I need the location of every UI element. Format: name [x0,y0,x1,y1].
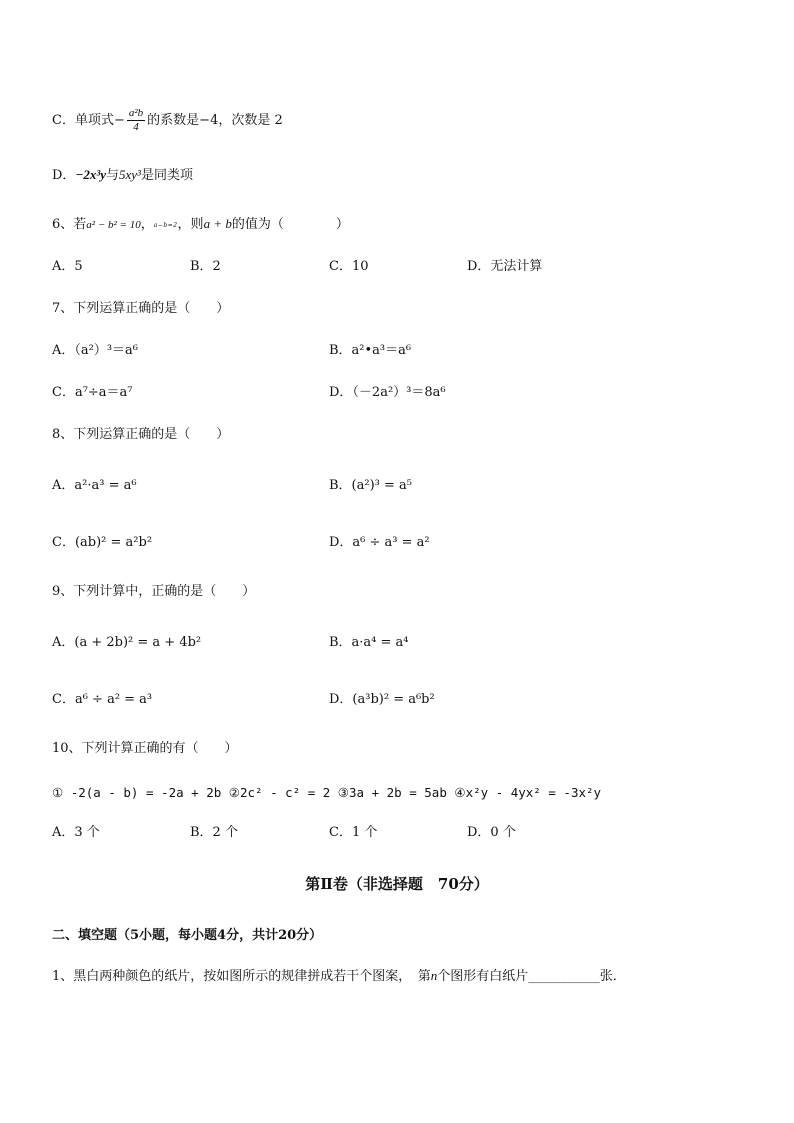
q10-option-b: B．2 个 [190,825,238,840]
q10-option-a: A．3 个 [52,825,100,840]
q6-option-c: C．10 [329,259,369,274]
q9-option-a: A．(a + 2b)² = a + 4b² [52,635,202,650]
q10-items: ① -2(a - b) = -2a + 2b ②2c² - c² = 2 ③3a + 2b = 5ab ④x²y - 4yx² = -3x²y [52,785,602,800]
q10-option-c: C．1 个 [329,825,378,840]
q8-option-b: B．(a²)³ = a⁵ [329,478,412,493]
q8-option-a: A．a²·a³ = a⁶ [52,478,137,493]
q5-option-c: C．单项式− $\frac{\text{a²b}}{4}$ 的系数是−4，次数是 2 [52,107,283,133]
q9-option-c: C．a⁶ ÷ a² = a³ [52,692,153,707]
q10-stem: 10、下列计算正确的有（ ） [52,741,238,756]
q7-stem: 7、下列运算正确的是（ ） [52,301,230,316]
fill-question-1: 1、黑白两种颜色的纸片，按如图所示的规律拼成若干个图案， 第n个图形有白纸片___________张． [52,968,626,984]
q9-option-d: D．(a³b)² = a⁶b² [329,692,435,707]
q6-option-b: B．2 [190,259,221,274]
q7-option-c: C．a⁷÷a＝a⁷ [52,385,133,400]
q10-option-d: D．0 个 [467,825,516,840]
q6-stem: 6、若a² − b² = 10，a−b=2，则a + b的值为（ ） [52,216,349,232]
q7-option-a: A．（a²）³＝a⁶ [52,343,139,358]
q9-stem: 9、下列计算中，正确的是（ ） [52,584,256,599]
q6-option-d: D．无法计算 [467,259,543,274]
section-heading: 二、填空题（5小题，每小题4分，共计20分） [52,928,323,943]
q7-option-b: B．a²•a³＝a⁶ [329,343,412,358]
q8-stem: 8、下列运算正确的是（ ） [52,427,230,442]
q8-option-d: D．a⁶ ÷ a³ = a² [329,535,430,550]
q7-option-d: D．（－2a²）³＝8a⁶ [329,385,446,400]
q9-option-b: B．a·a⁴ = a⁴ [329,635,409,650]
q8-option-c: C．(ab)² = a²b² [52,535,153,550]
part2-title: 第Ⅱ卷（非选择题 70分） [305,875,489,893]
answer-blank: ___________ [528,969,600,984]
fraction: $\frac{\text{a²b}}{4}$ [128,107,144,133]
q6-option-a: A．5 [52,259,83,274]
q5-option-d: D．−2x³y与5xy³是同类项 [52,167,193,183]
